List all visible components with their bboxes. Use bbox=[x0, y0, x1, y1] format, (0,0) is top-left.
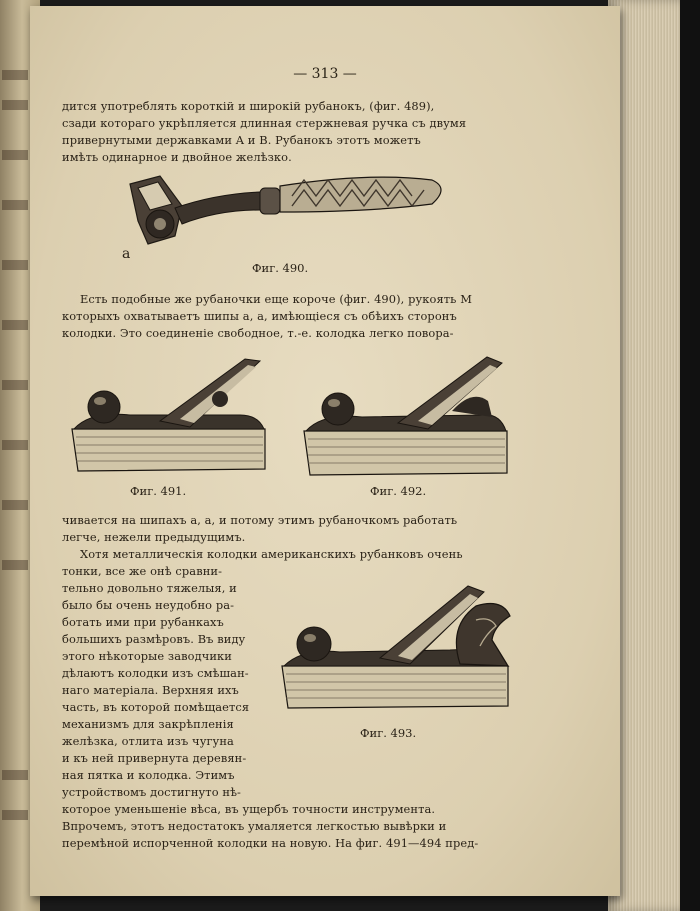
text-line: легче, нежели предыдущимъ. bbox=[62, 530, 246, 544]
text-line: ная пятка и колодка. Этимъ bbox=[62, 768, 235, 782]
text-line: колодки. Это соединеніе свободное, т.-е. колодка легко повора- bbox=[62, 326, 454, 340]
text-line: сзади котораго укрѣпляется длинная стержневая ручка съ двумя bbox=[62, 116, 467, 130]
figure-492-block-plane bbox=[302, 349, 512, 479]
caption-fig-490: Фиг. 490. bbox=[252, 261, 309, 275]
book-page bbox=[30, 6, 620, 896]
text-line: было бы очень неудобно ра- bbox=[62, 598, 235, 612]
text-line: наго матеріала. Верхняя ихъ bbox=[62, 683, 239, 697]
text-line: устройствомъ достигнуто нѣ- bbox=[62, 785, 241, 799]
text-line: большихъ размѣровъ. Въ виду bbox=[62, 632, 246, 646]
caption-fig-492: Фиг. 492. bbox=[370, 484, 427, 498]
background-dark bbox=[680, 0, 700, 911]
figure-493-handled-plane bbox=[280, 576, 515, 716]
text-line: ботать ими при рубанкахъ bbox=[62, 615, 224, 629]
caption-fig-493: Фиг. 493. bbox=[360, 726, 417, 740]
text-line: чивается на шипахъ a, a, и потому этимъ рубаночкомъ работать bbox=[62, 513, 458, 527]
text-line: дится употреблять короткій и широкій рубанокъ, (фиг. 489), bbox=[62, 99, 435, 113]
caption-fig-491: Фиг. 491. bbox=[130, 484, 187, 498]
text-line: тельно довольно тяжелыя, и bbox=[62, 581, 237, 595]
figure-490-handle-plane bbox=[120, 166, 450, 261]
text-line: Впрочемъ, этотъ недостатокъ умаляется легкостью вывѣрки и bbox=[62, 819, 447, 833]
text-line: и къ ней привернута деревян- bbox=[62, 751, 247, 765]
text-line: тонки, все же онѣ сравни- bbox=[62, 564, 223, 578]
text-line: перемѣной испорченной колодки на новую. На фиг. 491—494 пред- bbox=[62, 836, 479, 850]
text-line: Есть подобные же рубаночки еще короче (фиг. 490), рукоять M bbox=[80, 292, 472, 306]
text-line: желѣзка, отлита изъ чугуна bbox=[62, 734, 234, 748]
figure-491-block-plane bbox=[70, 349, 270, 479]
text-line: дѣлаютъ колодки изъ смѣшан- bbox=[62, 666, 249, 680]
text-line: которое уменьшеніе вѣса, въ ущербъ точности инструмента. bbox=[62, 802, 436, 816]
text-line: которыхъ охватываетъ шипы a, a, имѣющіеся съ обѣихъ сторонъ bbox=[62, 309, 457, 323]
text-line: часть, въ которой помѣщается bbox=[62, 700, 250, 714]
text-line: этого нѣкоторые заводчики bbox=[62, 649, 232, 663]
page-number: — 313 — bbox=[293, 66, 357, 82]
text-line: привернутыми державками A и B. Рубанокъ этотъ можетъ bbox=[62, 133, 421, 147]
text-line: механизмъ для закрѣпленія bbox=[62, 717, 234, 731]
figure-label-a: a bbox=[122, 246, 131, 261]
text-line: имѣть одинарное и двойное желѣзко. bbox=[62, 150, 292, 164]
text-line: Хотя металлическія колодки американскихъ рубанковъ очень bbox=[80, 547, 463, 561]
